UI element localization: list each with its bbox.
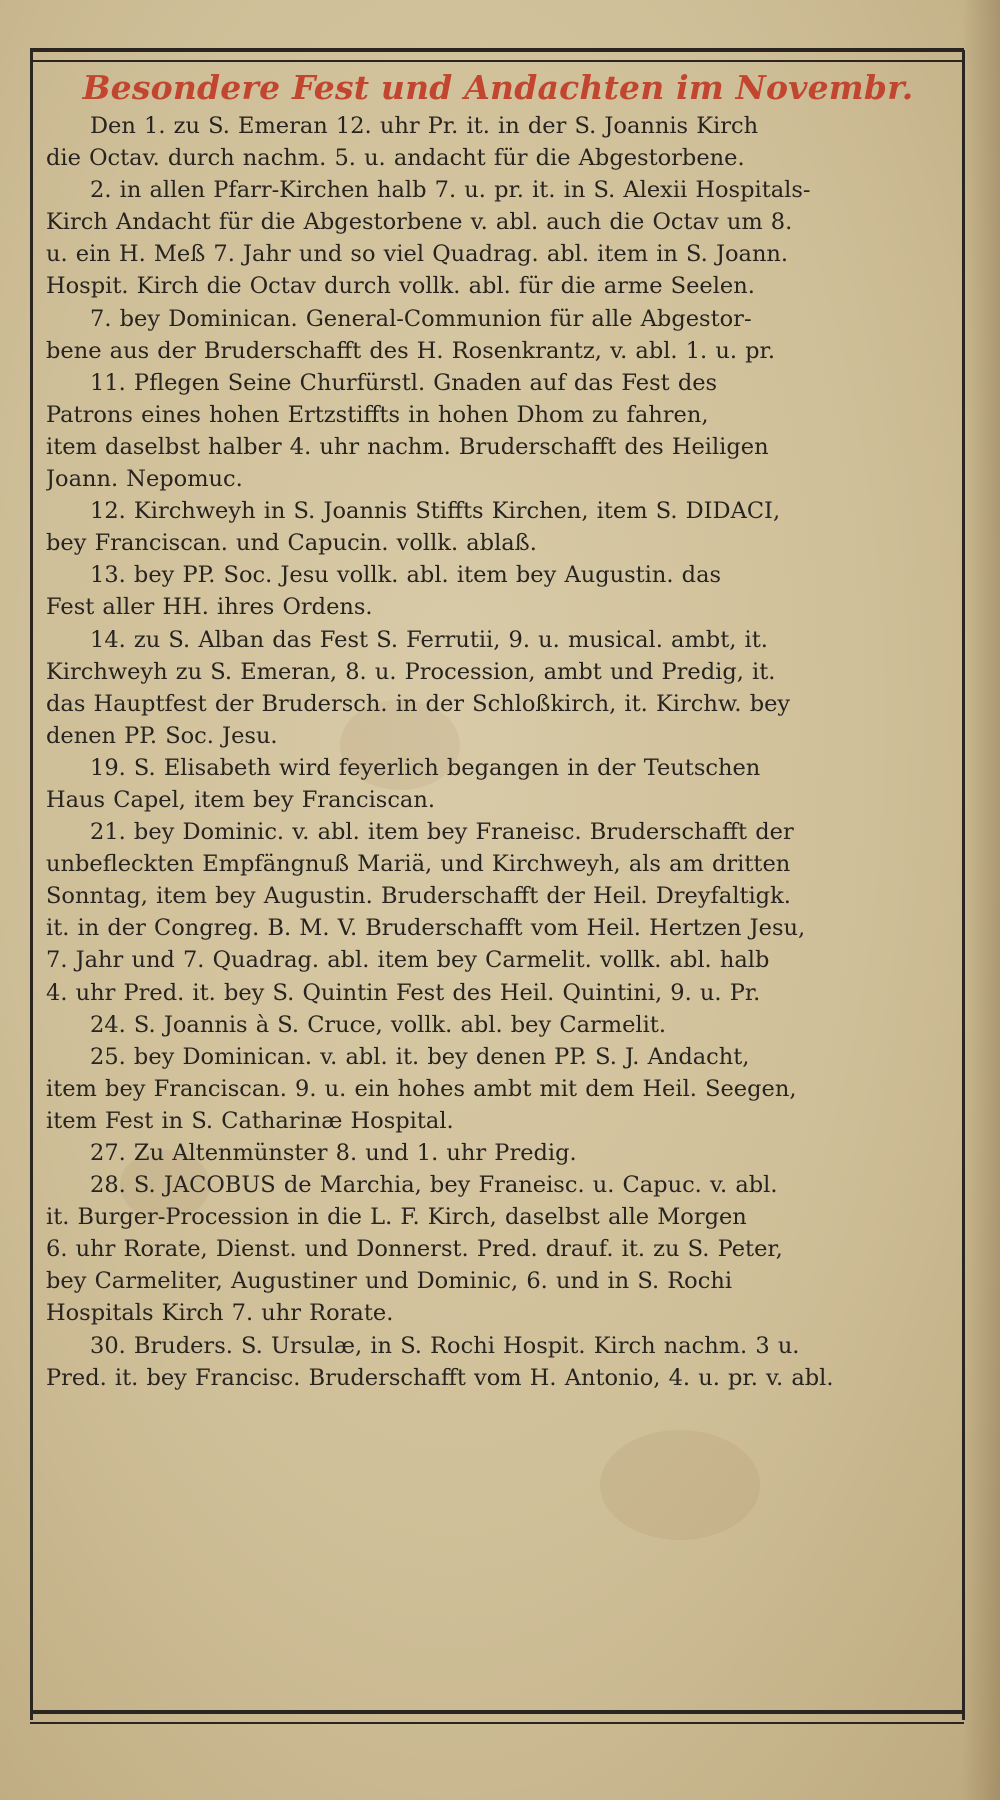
- entry-line: unbefleckten Empfängnuß Mariä, und Kirchweyh, als am dritten: [46, 851, 791, 878]
- calendar-entry: [46, 367, 950, 495]
- entry-line: Kirch Andacht für die Abgestorbene v. abl. auch die Octav um 8.: [46, 209, 793, 236]
- calendar-entry: [46, 1009, 950, 1041]
- right-border-rule: [962, 50, 965, 1720]
- calendar-entry: [46, 495, 950, 559]
- entry-line: denen PP. Soc. Jesu.: [46, 722, 278, 749]
- entry-line: 24. S. Joannis à S. Cruce, vollk. abl. bey Carmelit.: [90, 1011, 666, 1038]
- page-content: [46, 66, 950, 1706]
- entry-line: Kirchweyh zu S. Emeran, 8. u. Procession, ambt und Predig, it.: [46, 658, 776, 685]
- entry-line: item bey Franciscan. 9. u. ein hohes ambt mit dem Heil. Seegen,: [46, 1075, 797, 1102]
- entry-line: 7. Jahr und 7. Quadrag. abl. item bey Carmelit. vollk. abl. halb: [46, 947, 770, 974]
- calendar-entry: [46, 1169, 950, 1329]
- calendar-entry: [46, 303, 950, 367]
- left-border-rule: [30, 50, 33, 1720]
- entry-line: item daselbst halber 4. uhr nachm. Bruderschafft des Heiligen: [46, 433, 769, 460]
- entry-line: 14. zu S. Alban das Fest S. Ferrutii, 9. u. musical. ambt, it.: [90, 626, 768, 653]
- entry-line: Patrons eines hohen Ertzstiffts in hohen Dhom zu fahren,: [46, 401, 709, 428]
- entry-line: Fest aller HH. ihres Ordens.: [46, 594, 373, 621]
- entry-line: die Octav. durch nachm. 5. u. andacht für die Abgestorbene.: [46, 145, 745, 172]
- entry-line: 11. Pflegen Seine Churfürstl. Gnaden auf das Fest des: [90, 369, 718, 396]
- entry-line: 6. uhr Rorate, Dienst. und Donnerst. Pred. drauf. it. zu S. Peter,: [46, 1236, 783, 1263]
- entry-line: 28. S. JACOBUS de Marchia, bey Franeisc. u. Capuc. v. abl.: [90, 1172, 778, 1199]
- entry-line: u. ein H. Meß 7. Jahr und so viel Quadrag. abl. item in S. Joann.: [46, 241, 789, 268]
- entry-line: 4. uhr Pred. it. bey S. Quintin Fest des Heil. Quintini, 9. u. Pr.: [46, 979, 761, 1006]
- entry-line: 19. S. Elisabeth wird feyerlich begangen in der Teutschen: [90, 754, 761, 781]
- entry-line: 2. in allen Pfarr-Kirchen halb 7. u. pr. it. in S. Alexii Hospitals-: [90, 177, 811, 204]
- entry-line: bey Carmeliter, Augustiner und Dominic, 6. und in S. Rochi: [46, 1268, 733, 1295]
- calendar-entry: [46, 174, 950, 302]
- calendar-entry: [46, 816, 950, 1009]
- bottom-border-rule: [30, 1710, 964, 1724]
- page-title: Besondere Fest und Andachten im Novembr.: [82, 68, 914, 107]
- top-border-rule: [30, 48, 964, 62]
- entry-line: bey Franciscan. und Capucin. vollk. ablaß.: [46, 530, 537, 557]
- entry-line: item Fest in S. Catharinæ Hospital.: [46, 1107, 454, 1134]
- calendar-entry: [46, 110, 950, 174]
- entry-line: das Hauptfest der Brudersch. in der Schloßkirch, it. Kirchw. bey: [46, 690, 791, 717]
- calendar-entry: [46, 559, 950, 623]
- entry-line: Hospit. Kirch die Octav durch vollk. abl. für die arme Seelen.: [46, 273, 755, 300]
- calendar-entry: [46, 1330, 950, 1394]
- entry-line: 12. Kirchweyh in S. Joannis Stiffts Kirchen, item S. DIDACI,: [90, 498, 781, 525]
- entry-line: bene aus der Bruderschafft des H. Rosenkrantz, v. abl. 1. u. pr.: [46, 337, 775, 364]
- entry-list: [46, 110, 950, 1394]
- entry-line: Hospitals Kirch 7. uhr Rorate.: [46, 1300, 394, 1327]
- entry-line: 21. bey Dominic. v. abl. item bey Franeisc. Bruderschafft der: [90, 819, 794, 846]
- calendar-entry: [46, 752, 950, 816]
- calendar-entry: [46, 1041, 950, 1137]
- entry-line: 13. bey PP. Soc. Jesu vollk. abl. item bey Augustin. das: [90, 562, 722, 589]
- entry-line: 30. Bruders. S. Ursulæ, in S. Rochi Hospit. Kirch nachm. 3 u.: [90, 1332, 800, 1359]
- entry-line: it. Burger-Procession in die L. F. Kirch, daselbst alle Morgen: [46, 1204, 747, 1231]
- entry-line: Pred. it. bey Francisc. Bruderschafft vom H. Antonio, 4. u. pr. v. abl.: [46, 1364, 834, 1391]
- entry-line: 7. bey Dominican. General-Communion für alle Abgestor-: [90, 305, 752, 332]
- entry-line: Haus Capel, item bey Franciscan.: [46, 786, 435, 813]
- entry-line: 25. bey Dominican. v. abl. it. bey denen PP. S. J. Andacht,: [90, 1043, 750, 1070]
- entry-line: Den 1. zu S. Emeran 12. uhr Pr. it. in der S. Joannis Kirch: [90, 113, 759, 139]
- page-edge-shadow: [962, 0, 1000, 1800]
- entry-line: Sonntag, item bey Augustin. Bruderschafft der Heil. Dreyfaltigk.: [46, 883, 791, 910]
- entry-line: 27. Zu Altenmünster 8. und 1. uhr Predig.: [90, 1140, 577, 1166]
- entry-line: Joann. Nepomuc.: [46, 466, 243, 493]
- entry-line: it. in der Congreg. B. M. V. Bruderschafft vom Heil. Hertzen Jesu,: [46, 915, 806, 942]
- calendar-entry: [46, 1137, 950, 1169]
- calendar-entry: [46, 624, 950, 752]
